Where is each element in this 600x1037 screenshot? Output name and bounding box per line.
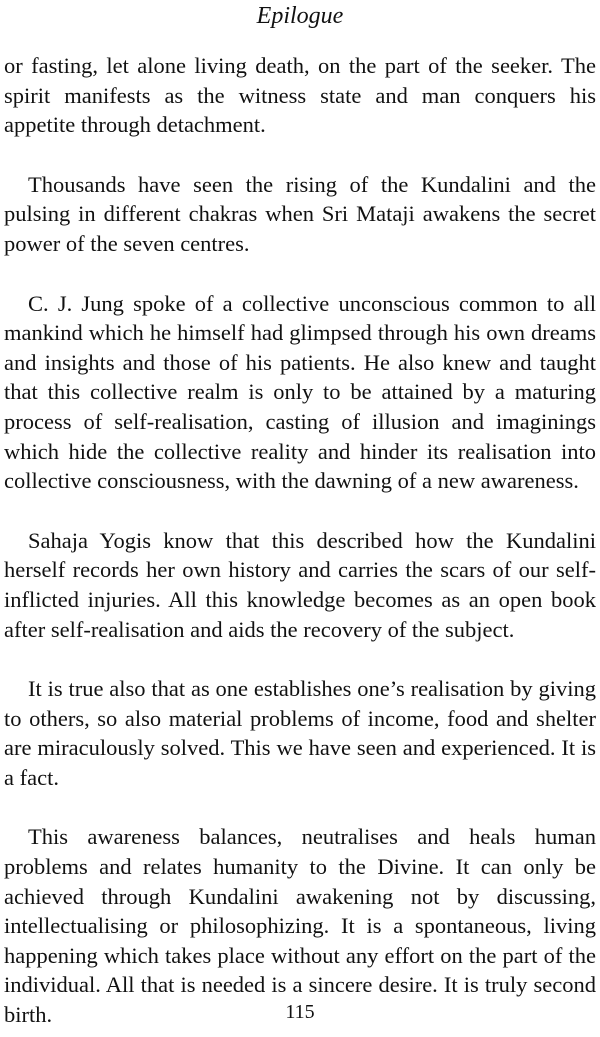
paragraph-realisation: It is true also that as one establishes one’s realisation by giving to others, so also material problems of income, food and shelter are miraculously solved. This we have seen and experienced. It is a fact. [4,676,596,790]
paragraph-sahaja-yogis: Sahaja Yogis know that this described how the Kundalini herself records her own history and carries the scars of our self-inflicted injuries. All this knowledge becomes as an open book after self-realisation and aids the recovery of the subject. [4,527,596,642]
paragraph-awareness: This awareness balances, neutralises and heals human problems and relates humanity to the Divine. It can only be achieved through Kundalini awakening not by discussing, intellectualising or philosophizing. It is a spontaneous, living happening which takes place without any effort on the part of the individual. All that is needed is a sincere desire. It is truly second birth. [4,824,596,1028]
page-number: 115 [285,1001,315,1023]
paragraph-continuation: or fasting, let alone living death, on the part of the seeker. The spirit manifests as the witness state and man conquers his appetite through detachment. [4,53,596,138]
paragraph-jung: C. J. Jung spoke of a collective unconscious common to all mankind which he himself had glimpsed through his own dreams and insights and those of his patients. He also knew and taught that this collective realm is only to be attained by a maturing process of self-realisation, casting of illusion and imaginings which hide the collective reality and hinder its realisation into collective consciousness, with the dawning of a new awareness. [4,290,596,494]
paragraph-kundalini-rising: Thousands have seen the rising of the Kundalini and the pulsing in different chakras when Sri Mataji awakens the secret power of the seven centres. [4,171,596,256]
body-text [4,51,596,1030]
running-header: Epilogue [256,3,344,29]
